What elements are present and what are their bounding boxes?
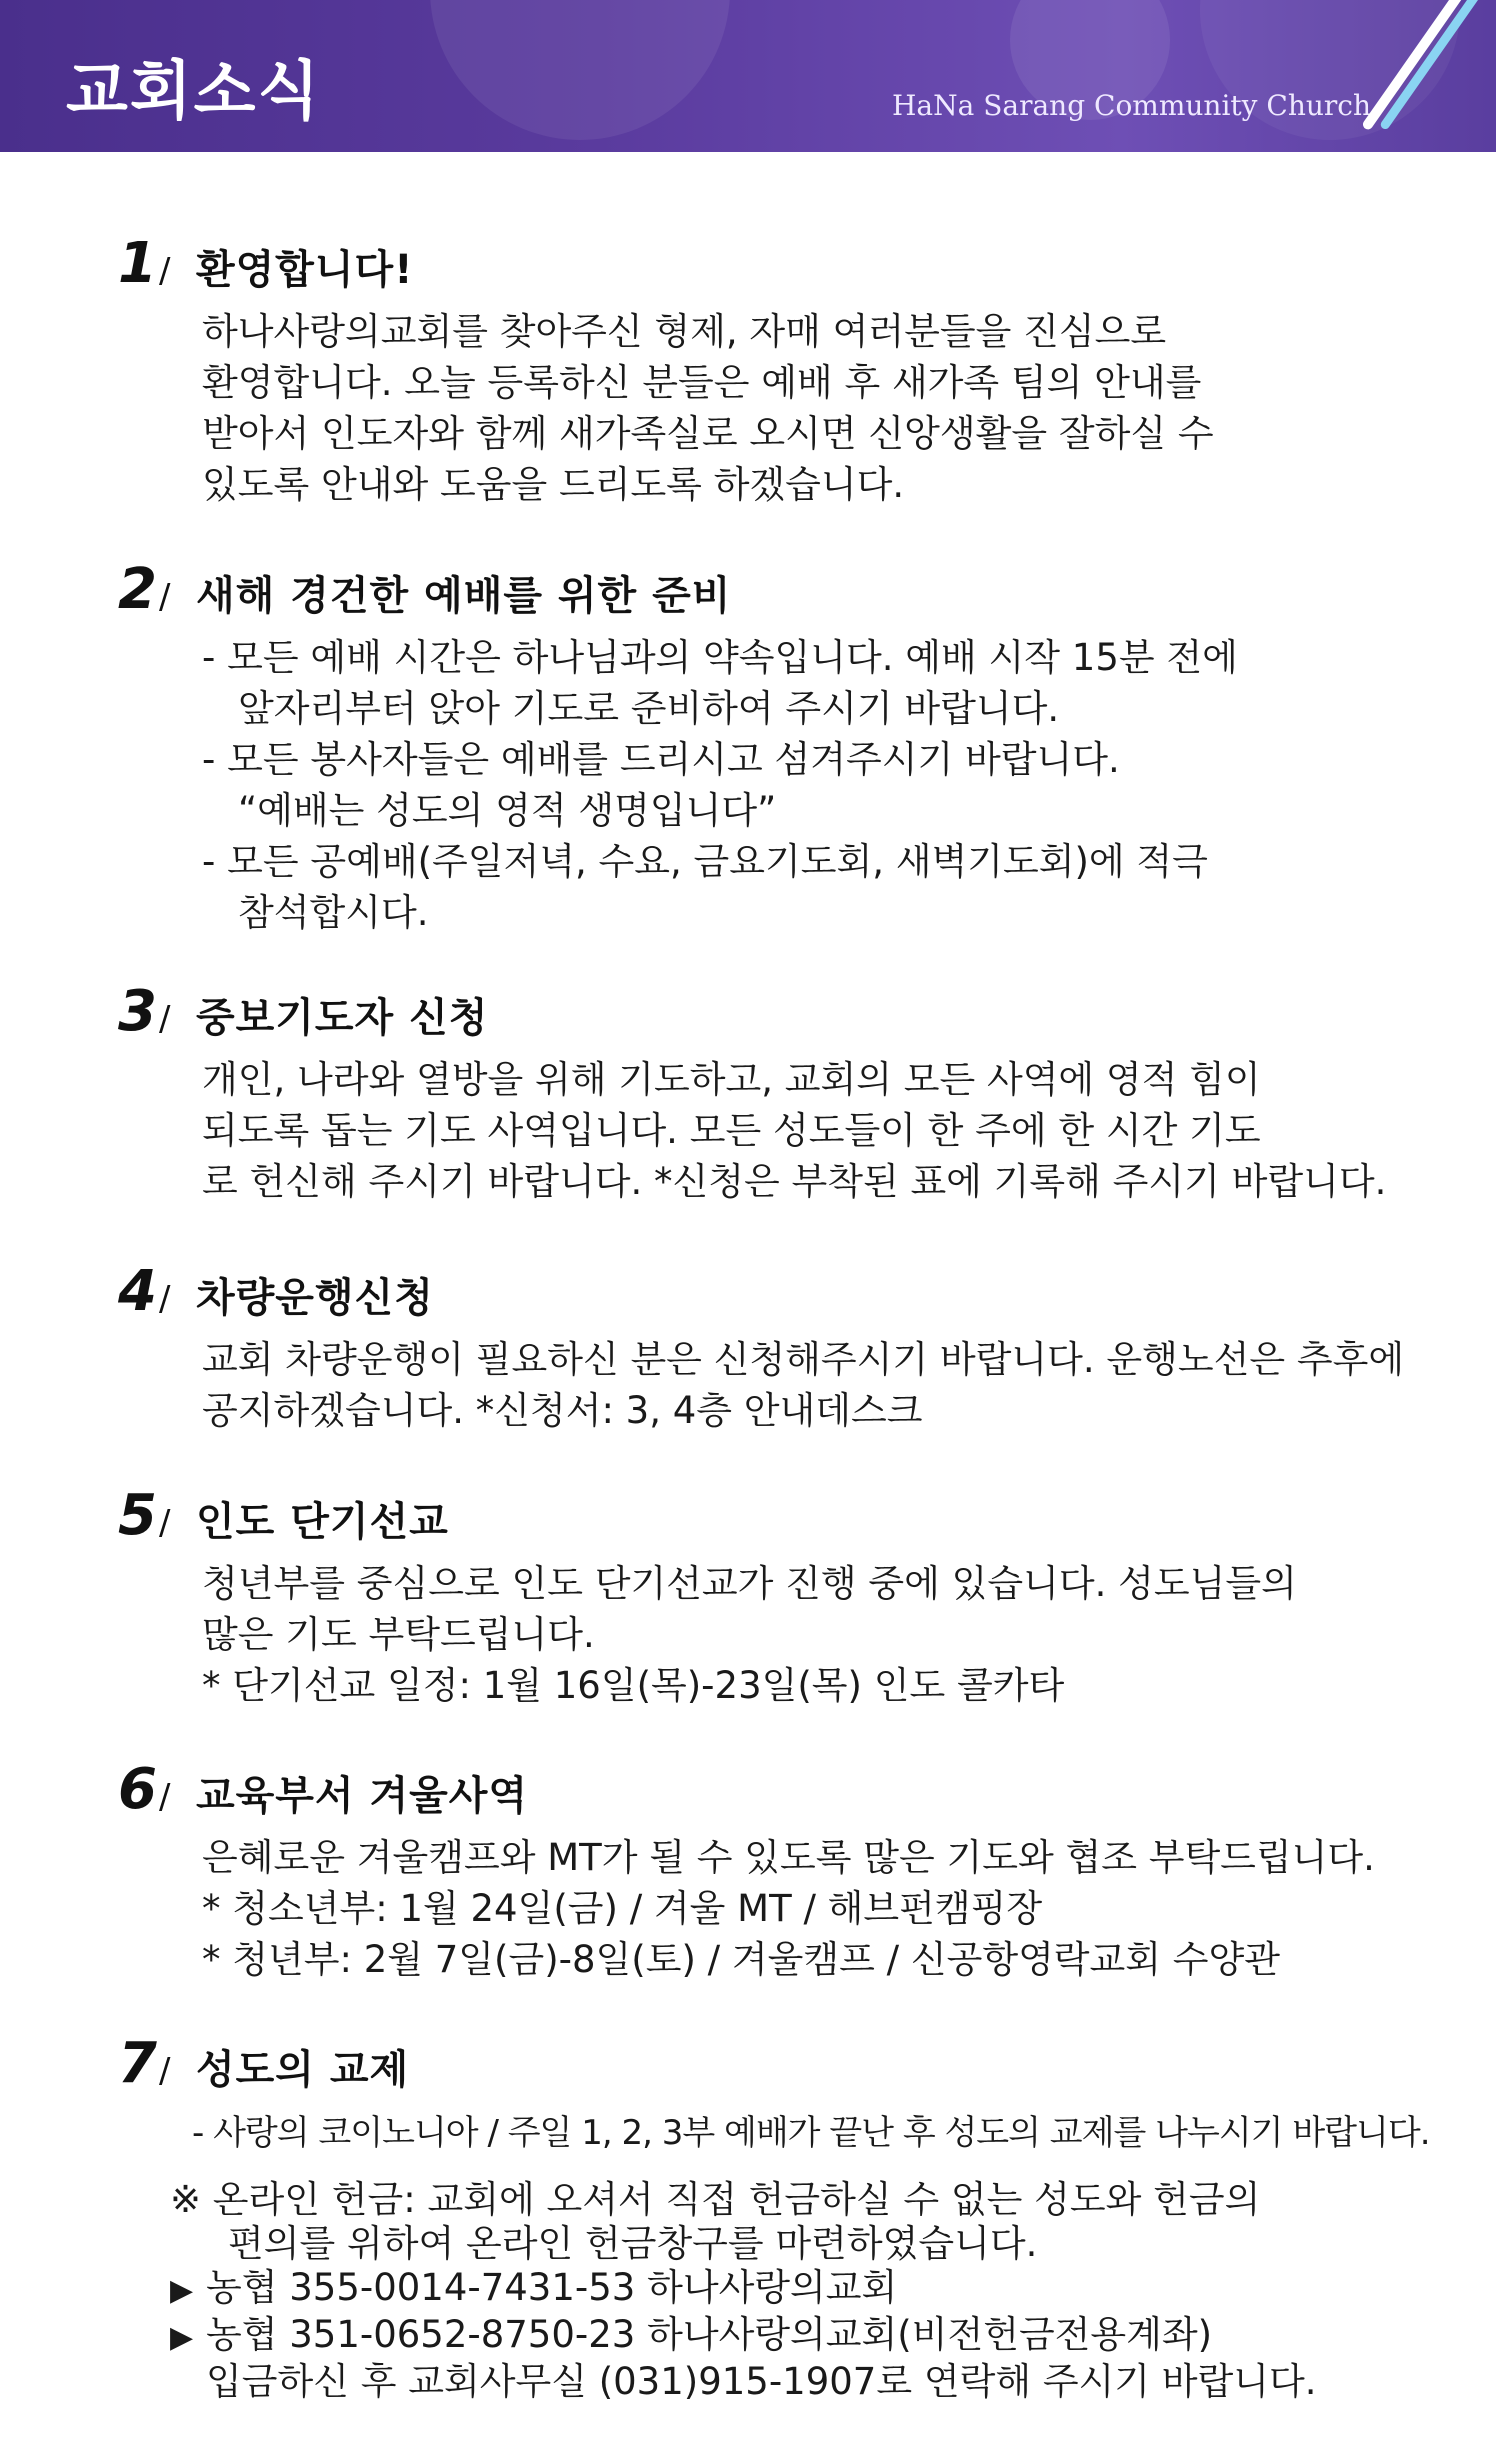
section-title: 중보기도자 신청 bbox=[196, 995, 489, 1041]
play-triangle-icon: ▶ bbox=[170, 2273, 194, 2308]
church-name: HaNa Sarang Community Church bbox=[892, 89, 1371, 122]
decorative-circle bbox=[430, 0, 730, 140]
bank-account-1: 농협 355-0014-7431-53 하나사랑의교회 bbox=[206, 2266, 898, 2309]
section-number: 7/ bbox=[118, 2031, 171, 2096]
account-row bbox=[170, 2266, 1430, 2313]
decorative-stripes bbox=[1380, 0, 1480, 130]
contact-info: 입금하신 후 교회사무실 (031)915-1907로 연락해 주시기 바랍니다. bbox=[206, 2360, 1317, 2403]
section-body: 청년부를 중심으로 인도 단기선교가 진행 중에 있습니다. 성도님들의 많은 기도 부탁드립니다. * 단기선교 일정: 1월 16일(목)-23일(목) 인도 콜카타 bbox=[202, 1562, 1297, 1707]
play-triangle-icon: ▶ bbox=[170, 2320, 194, 2355]
section-number: 3/ bbox=[118, 979, 171, 1044]
offering-intro-cont: 편의를 위하여 온라인 헌금창구를 마련하였습니다. bbox=[228, 2222, 1038, 2265]
section-title: 교육부서 겨울사역 bbox=[196, 1773, 529, 1819]
offering-intro: ※ 온라인 헌금: 교회에 오셔서 직접 헌금하실 수 없는 성도와 헌금의 bbox=[170, 2178, 1261, 2221]
section-body: 개인, 나라와 열방을 위해 기도하고, 교회의 모든 사역에 영적 힘이 되도록 돕는 기도 사역입니다. 모든 성도들이 한 주에 한 시간 기도 로 헌신해 주시기 바랍니다. *신청은 부착된 표에 기록해 주시기 바랍니다. bbox=[202, 1058, 1387, 1203]
section-title: 인도 단기선교 bbox=[196, 1499, 449, 1545]
section-body: - 사랑의 코이노니아 / 주일 1, 2, 3부 예배가 끝난 후 성도의 교제를 나누시기 바랍니다. bbox=[192, 2113, 1430, 2153]
section-body: 은혜로운 겨울캠프와 MT가 될 수 있도록 많은 기도와 협조 부탁드립니다. * 청소년부: 1월 24일(금) / 겨울 MT / 해브펀캠핑장 * 청년부: 2월 7일(금)-8일(토) / 겨울캠프 / 신공항영락교회 수양관 bbox=[202, 1836, 1375, 1981]
section-body: - 모든 예배 시간은 하나님과의 약속입니다. 예배 시작 15분 전에 앞자리부터 앉아 기도로 준비하여 주시기 바랍니다. - 모든 봉사자들은 예배를 드리시고 섬겨주시기 바랍니다. “예배는 성도의 영적 생명입니다” - 모든 공예배(주일저녁, 수요, 금요기도회, 새벽기도회)에 적극 참석합시다. bbox=[202, 636, 1238, 934]
section-body: 하나사랑의교회를 찾아주신 형제, 자매 여러분들을 진심으로 환영합니다. 오늘 등록하신 분들은 예배 후 새가족 팀의 안내를 받아서 인도자와 함께 새가족실로 오시면 신앙생활을 잘하실 수 있도록 안내와 도움을 드리도록 하겠습니다. bbox=[202, 310, 1214, 506]
section-number: 1/ bbox=[118, 231, 171, 296]
page-title: 교회소식 bbox=[66, 55, 322, 129]
section-title: 성도의 교제 bbox=[196, 2047, 410, 2093]
account-row bbox=[170, 2313, 1430, 2360]
section-number: 4/ bbox=[118, 1259, 171, 1324]
section-number: 2/ bbox=[118, 557, 171, 622]
section-number: 6/ bbox=[118, 1757, 171, 1822]
online-offering-notice bbox=[170, 2178, 1430, 2404]
section-body: 교회 차량운행이 필요하신 분은 신청해주시기 바랍니다. 운행노선은 추후에 공지하겠습니다. *신청서: 3, 4층 안내데스크 bbox=[202, 1338, 1405, 1432]
section-title: 차량운행신청 bbox=[196, 1275, 434, 1321]
section-title: 새해 경건한 예배를 위한 준비 bbox=[196, 573, 732, 619]
section-title: 환영합니다! bbox=[196, 247, 414, 293]
section-number: 5/ bbox=[118, 1483, 171, 1548]
header-banner bbox=[0, 0, 1496, 152]
bank-account-2: 농협 351-0652-8750-23 하나사랑의교회(비전헌금전용계좌) bbox=[206, 2313, 1213, 2356]
